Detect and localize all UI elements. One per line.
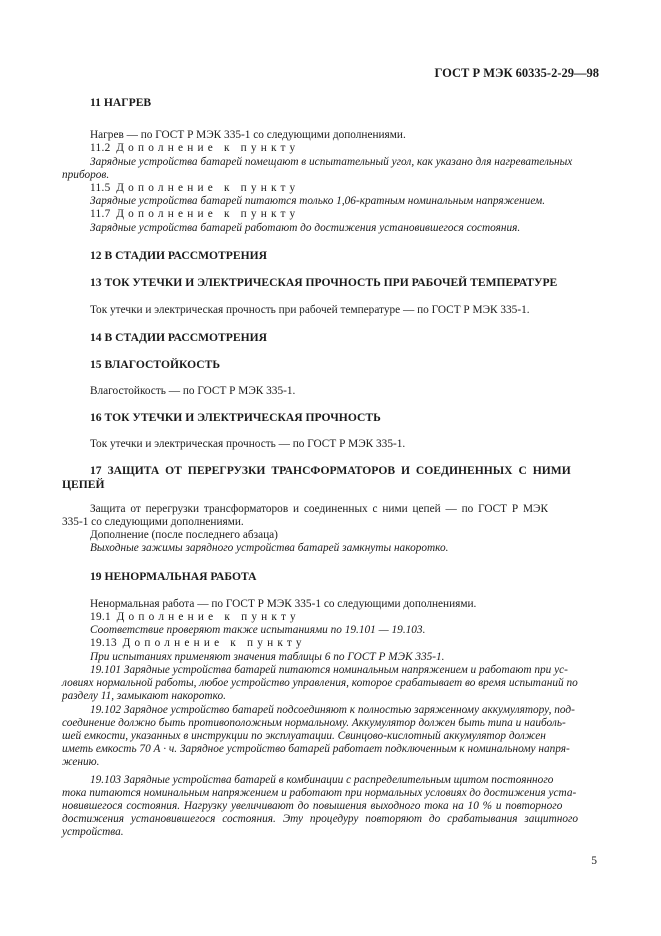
clause-label: Дополнение к пункту [116,142,300,155]
clause-label: Дополнение к пункту [116,611,300,624]
clause-19-102 [62,704,598,770]
clause-11-5-text: Зарядные устройства батарей питаются только 1,06-кратным номинальным напряжением. [90,195,546,208]
document-body [62,96,598,840]
para-line: разделу 11, замыкают накоротко. [62,690,226,703]
document-header: ГОСТ Р МЭК 60335-2-29—98 [434,66,599,80]
section-17-title: 17 ЗАЩИТА ОТ ПЕРЕГРУЗКИ ТРАНСФОРМАТОРОВ И СОЕДИНЕННЫХ С НИМИ [90,464,571,478]
clause-number: 19.1 [90,611,111,624]
page-number: 5 [591,855,597,867]
clause-11-2-text-cont: приборов. [62,168,110,181]
clause-11-2-line [90,142,598,155]
section-12-title: 12 В СТАДИИ РАССМОТРЕНИЯ [90,248,267,262]
para-line: 19.102 Зарядное устройство батарей подсоединяют к полностью заряженному аккумулятору, под- [90,703,575,716]
section-19-title: 19 НЕНОРМАЛЬНАЯ РАБОТА [90,569,257,583]
clause-number: 11.2 [90,142,111,155]
para-line: достижения установившегося состояния. Эту процедуру повторяют до срабатывания защитного [62,813,579,826]
para-line: 19.103 Зарядные устройства батарей в комбинации с распределительным щитом постоянного [90,773,554,786]
para-line: ловиях нормальной работы, любое устройство управления, которое срабатывает во время испытаний по [62,677,578,690]
section-13-title: 13 ТОК УТЕЧКИ И ЭЛЕКТРИЧЕСКАЯ ПРОЧНОСТЬ ПРИ РАБОЧЕЙ ТЕМПЕРАТУРЕ [90,276,558,290]
clause-19-101 [62,664,598,704]
section-15-title: 15 ВЛАГОСТОЙКОСТЬ [90,357,221,371]
section-15-text: Влагостойкость — по ГОСТ Р МЭК 335-1. [90,384,296,397]
clause-number: 19.13 [90,637,117,650]
para-line: иметь емкость 70 А · ч. Зарядное устройство батарей работает подключенным к номинальному напря- [62,743,570,756]
section-17-addition-text: Выходные зажимы зарядного устройства батарей замкнуты накоротко. [90,542,449,555]
section-11-title: 11 НАГРЕВ [90,96,152,109]
para-line: устройства. [62,826,124,839]
clause-11-7-text: Зарядные устройства батарей работают до достижения установившегося состояния. [90,221,521,234]
clause-19-13-line [90,637,598,650]
section-11-intro: Нагрев — по ГОСТ Р МЭК 335-1 со следующими дополнениями. [90,129,406,142]
section-13-text: Ток утечки и электрическая прочность при рабочей температуре — по ГОСТ Р МЭК 335-1. [90,304,530,317]
section-17-text-cont: 335-1 со следующими дополнениями. [62,516,244,529]
para-line: новившегося состояния. Нагрузку увеличивают до повышения выходного тока на 10 % и повторного [62,799,563,812]
clause-11-2-text: Зарядные устройства батарей помещают в испытательный угол, как указано для нагревательных [90,155,573,168]
para-line: жению. [62,756,100,769]
para-line: шей емкости, указанных в инструкции по эксплуатации. Свинцово-кислотный аккумулятор должен [62,729,546,742]
clause-11-5-line [90,182,598,195]
clause-number: 11.5 [90,182,111,195]
clause-19-1-text: Соответствие проверяют также испытаниями по 19.101 — 19.103. [90,624,426,637]
clause-number: 11.7 [90,208,111,221]
section-16-title: 16 ТОК УТЕЧКИ И ЭЛЕКТРИЧЕСКАЯ ПРОЧНОСТЬ [90,411,381,425]
para-line: 19.101 Зарядные устройства батарей питаются номинальным напряжением и работают при ус- [90,663,568,676]
clause-11-7-line [90,208,598,221]
para-line: соединение должно быть противоположным нормальному. Аккумулятор должен быть типа и наиболь- [62,716,566,729]
para-line: тока питаются номинальным напряжением и работают при нормальных условиях до достижения уста- [62,786,577,799]
section-17-text: Защита от перегрузки трансформаторов и соединенных с ними цепей — по ГОСТ Р МЭК [90,502,549,515]
section-17-addition-label: Дополнение (после последнего абзаца) [90,529,278,542]
section-16-text: Ток утечки и электрическая прочность — по ГОСТ Р МЭК 335-1. [90,438,406,451]
section-19-intro: Ненормальная работа — по ГОСТ Р МЭК 335-1 со следующими дополнениями. [90,597,477,610]
clause-label: Дополнение к пункту [116,182,300,195]
section-17-title-cont: ЦЕПЕЙ [62,477,105,491]
section-14-title: 14 В СТАДИИ РАССМОТРЕНИЯ [90,331,267,345]
clause-label: Дополнение к пункту [116,208,300,221]
clause-19-13-text: При испытаниях применяют значения таблицы 6 по ГОСТ Р МЭК 335-1. [90,650,445,663]
clause-19-1-line [90,611,598,624]
clause-label: Дополнение к пункту [122,637,306,650]
clause-19-103 [62,774,598,840]
